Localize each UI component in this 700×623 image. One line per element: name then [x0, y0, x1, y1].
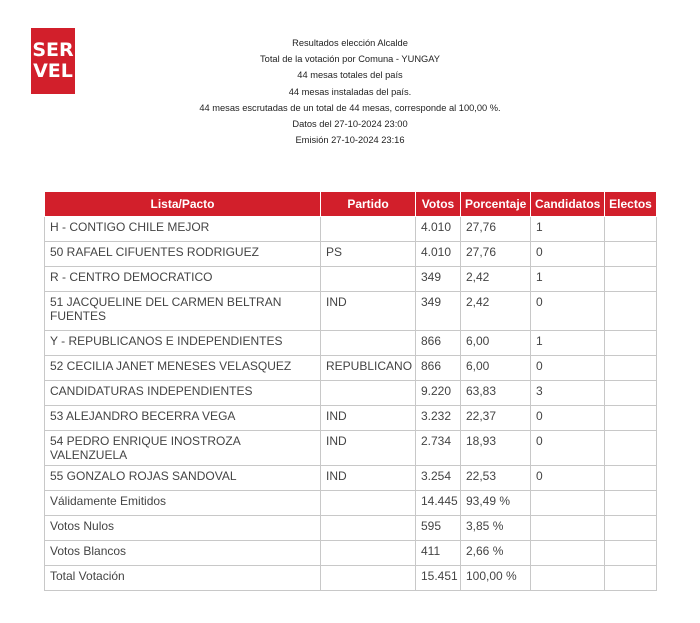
cell-electos [605, 431, 657, 466]
cell-partido [321, 516, 416, 541]
cell-lista: 51 JACQUELINE DEL CARMEN BELTRAN FUENTES [45, 292, 321, 331]
header-electos: Electos [605, 192, 657, 217]
logo-line-1: SER [32, 39, 74, 61]
cell-votos: 4.010 [416, 217, 461, 242]
cell-electos [605, 217, 657, 242]
cell-partido [321, 566, 416, 591]
logo-line-2: VEL [33, 60, 73, 82]
cell-electos [605, 406, 657, 431]
header-porcentaje: Porcentaje [461, 192, 531, 217]
cell-porcentaje: 18,93 [461, 431, 531, 466]
table-row [45, 242, 657, 267]
cell-porcentaje: 2,42 [461, 267, 531, 292]
cell-electos [605, 566, 657, 591]
mesas-escrutadas: 44 mesas escrutadas de un total de 44 mesas, corresponde al 100,00 %. [199, 102, 501, 113]
cell-porcentaje: 93,49 % [461, 491, 531, 516]
cell-lista: H - CONTIGO CHILE MEJOR [45, 217, 321, 242]
report-header [0, 35, 700, 148]
cell-votos: 9.220 [416, 381, 461, 406]
table-row [45, 356, 657, 381]
cell-candidatos: 0 [531, 292, 605, 331]
report-title: Resultados elección Alcalde [292, 38, 408, 48]
datos-fecha: Datos del 27-10-2024 23:00 [292, 119, 408, 130]
cell-partido: PS [321, 242, 416, 267]
cell-lista: 55 GONZALO ROJAS SANDOVAL [45, 466, 321, 491]
cell-votos: 3.232 [416, 406, 461, 431]
cell-candidatos: 3 [531, 381, 605, 406]
cell-partido: REPUBLICANO [321, 356, 416, 381]
cell-porcentaje: 27,76 [461, 217, 531, 242]
cell-porcentaje: 2,42 [461, 292, 531, 331]
table-row [45, 516, 657, 541]
header-candidatos: Candidatos [531, 192, 605, 217]
table-row [45, 466, 657, 491]
cell-partido [321, 381, 416, 406]
cell-electos [605, 466, 657, 491]
table-header-row [45, 192, 657, 217]
cell-votos: 349 [416, 267, 461, 292]
cell-candidatos [531, 491, 605, 516]
table-row [45, 217, 657, 242]
cell-candidatos: 0 [531, 466, 605, 491]
cell-votos: 411 [416, 541, 461, 566]
cell-candidatos [531, 516, 605, 541]
cell-lista: CANDIDATURAS INDEPENDIENTES [45, 381, 321, 406]
cell-lista: Válidamente Emitidos [45, 491, 321, 516]
table-row [45, 331, 657, 356]
cell-porcentaje: 2,66 % [461, 541, 531, 566]
report-subtitle: Total de la votación por Comuna - YUNGAY [260, 54, 440, 65]
cell-votos: 4.010 [416, 242, 461, 267]
cell-candidatos: 0 [531, 356, 605, 381]
mesas-totales: 44 mesas totales del país [297, 70, 403, 81]
cell-votos: 2.734 [416, 431, 461, 466]
cell-candidatos: 0 [531, 431, 605, 466]
cell-candidatos [531, 566, 605, 591]
cell-electos [605, 267, 657, 292]
cell-electos [605, 242, 657, 267]
cell-porcentaje: 63,83 [461, 381, 531, 406]
cell-votos: 349 [416, 292, 461, 331]
cell-partido [321, 541, 416, 566]
cell-partido: IND [321, 292, 416, 331]
cell-electos [605, 491, 657, 516]
cell-porcentaje: 6,00 [461, 331, 531, 356]
cell-candidatos: 0 [531, 242, 605, 267]
cell-lista: Total Votación [45, 566, 321, 591]
table-row [45, 381, 657, 406]
cell-partido: IND [321, 466, 416, 491]
table-row [45, 406, 657, 431]
cell-votos: 595 [416, 516, 461, 541]
cell-porcentaje: 22,53 [461, 466, 531, 491]
header-votos: Votos [416, 192, 461, 217]
cell-porcentaje: 6,00 [461, 356, 531, 381]
emision-fecha: Emisión 27-10-2024 23:16 [295, 135, 405, 146]
cell-lista: Y - REPUBLICANOS E INDEPENDIENTES [45, 331, 321, 356]
cell-lista: 52 CECILIA JANET MENESES VELASQUEZ [45, 356, 321, 381]
cell-electos [605, 541, 657, 566]
cell-partido: IND [321, 406, 416, 431]
table-row [45, 292, 657, 331]
cell-candidatos: 0 [531, 406, 605, 431]
cell-votos: 14.445 [416, 491, 461, 516]
cell-partido [321, 217, 416, 242]
cell-porcentaje: 27,76 [461, 242, 531, 267]
cell-electos [605, 381, 657, 406]
cell-electos [605, 292, 657, 331]
table-row [45, 267, 657, 292]
cell-partido [321, 267, 416, 292]
mesas-instaladas: 44 mesas instaladas del país. [288, 86, 412, 97]
cell-lista: Votos Nulos [45, 516, 321, 541]
cell-partido [321, 331, 416, 356]
table-row [45, 491, 657, 516]
cell-porcentaje: 100,00 % [461, 566, 531, 591]
header-partido: Partido [321, 192, 416, 217]
cell-votos: 3.254 [416, 466, 461, 491]
cell-candidatos: 1 [531, 331, 605, 356]
table-row [45, 566, 657, 591]
cell-porcentaje: 3,85 % [461, 516, 531, 541]
table-row [45, 541, 657, 566]
cell-lista: 53 ALEJANDRO BECERRA VEGA [45, 406, 321, 431]
cell-partido [321, 491, 416, 516]
cell-lista: 54 PEDRO ENRIQUE INOSTROZA VALENZUELA [45, 431, 321, 466]
header-lista-pacto: Lista/Pacto [45, 192, 321, 217]
cell-lista: 50 RAFAEL CIFUENTES RODRIGUEZ [45, 242, 321, 267]
cell-partido: IND [321, 431, 416, 466]
cell-lista: Votos Blancos [45, 541, 321, 566]
cell-porcentaje: 22,37 [461, 406, 531, 431]
cell-votos: 866 [416, 356, 461, 381]
cell-electos [605, 356, 657, 381]
results-table [44, 191, 657, 591]
cell-votos: 866 [416, 331, 461, 356]
cell-lista: R - CENTRO DEMOCRATICO [45, 267, 321, 292]
cell-electos [605, 516, 657, 541]
table-row [45, 431, 657, 466]
cell-candidatos: 1 [531, 217, 605, 242]
cell-votos: 15.451 [416, 566, 461, 591]
cell-candidatos: 1 [531, 267, 605, 292]
cell-electos [605, 331, 657, 356]
cell-candidatos [531, 541, 605, 566]
